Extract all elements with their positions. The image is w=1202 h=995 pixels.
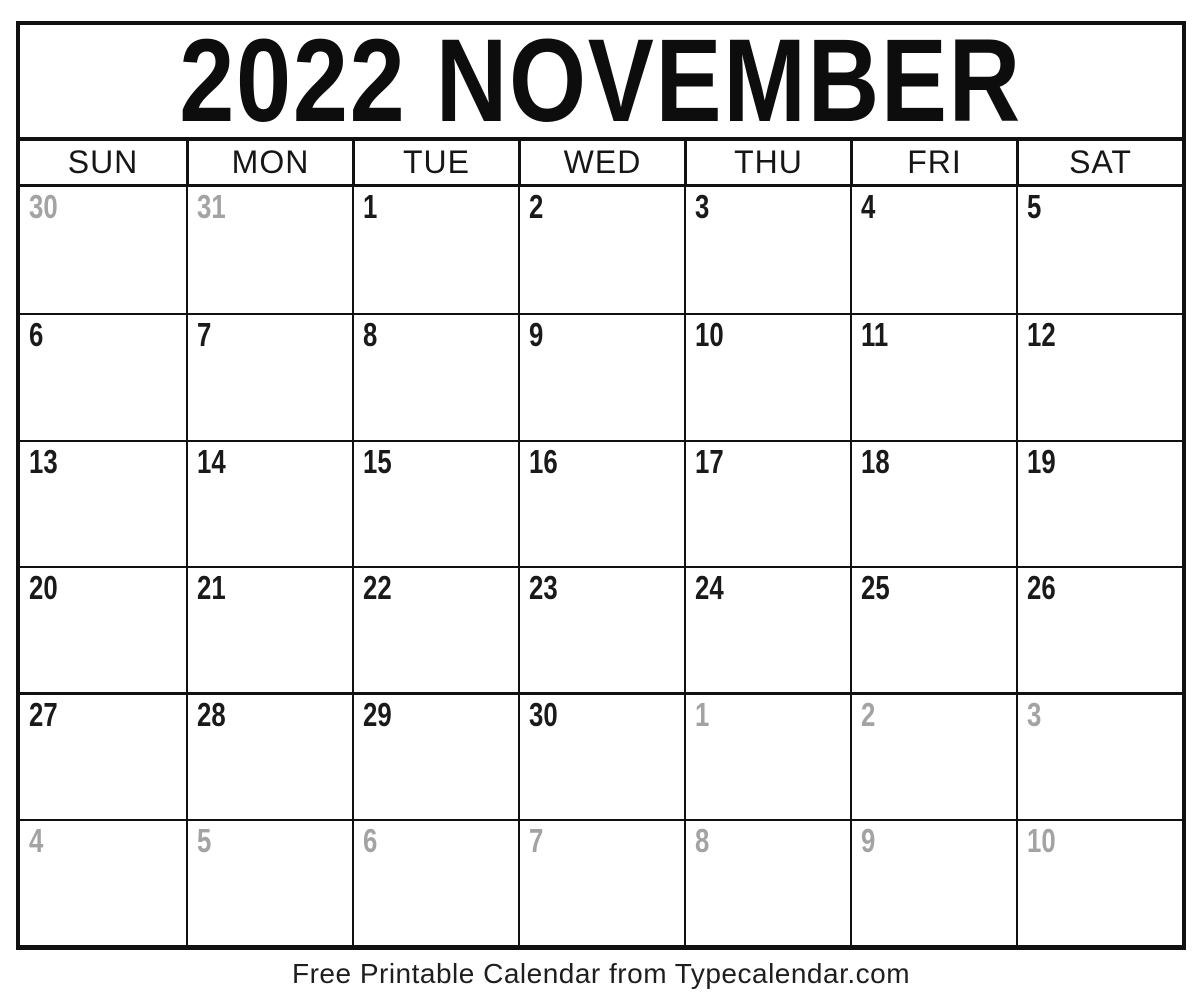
day-number: 14 [197, 442, 226, 480]
day-number: 4 [861, 188, 876, 225]
day-number: 30 [29, 188, 58, 225]
day-cell [850, 566, 1016, 692]
day-cell [518, 692, 684, 818]
day-number: 7 [529, 821, 544, 859]
day-number: 23 [529, 569, 558, 606]
day-number: 10 [1027, 821, 1056, 859]
weekday-mon: MON [186, 141, 352, 184]
day-number: 2 [861, 696, 876, 734]
day-number: 30 [529, 696, 558, 734]
day-cell [352, 440, 518, 566]
day-cell [684, 187, 850, 313]
day-cell [186, 819, 352, 945]
weekday-sun: SUN [67, 144, 139, 180]
day-number: 17 [695, 442, 724, 480]
day-cell [518, 313, 684, 439]
day-cell [1016, 566, 1182, 692]
day-number: 1 [363, 188, 378, 225]
day-cell [684, 692, 850, 818]
day-cell [1016, 440, 1182, 566]
day-number: 6 [363, 821, 378, 859]
day-number: 8 [695, 821, 710, 859]
day-number: 4 [29, 821, 44, 859]
day-cell [186, 187, 352, 313]
weekday-header-row [20, 141, 1182, 187]
weekday-tue: TUE [352, 141, 518, 184]
calendar [16, 21, 1186, 950]
day-number: 7 [197, 316, 212, 354]
day-cell [518, 187, 684, 313]
day-cell [684, 566, 850, 692]
day-cell [352, 692, 518, 818]
day-number: 10 [695, 316, 724, 354]
weekday-fri: FRI [850, 141, 1016, 184]
day-number: 9 [529, 316, 544, 354]
day-number: 22 [363, 569, 392, 606]
day-number: 3 [695, 188, 710, 225]
day-cell [684, 819, 850, 945]
day-cell [20, 187, 186, 313]
day-number: 1 [695, 696, 710, 734]
day-number: 31 [197, 188, 226, 225]
day-number: 12 [1027, 316, 1056, 354]
day-number: 27 [29, 696, 58, 734]
weekday-wed: WED [518, 141, 684, 184]
day-cell [352, 187, 518, 313]
weekday-thu: THU [684, 141, 850, 184]
day-number: 20 [29, 569, 58, 606]
day-cell [1016, 819, 1182, 945]
day-cell [352, 819, 518, 945]
day-cell [850, 819, 1016, 945]
day-number: 26 [1027, 569, 1056, 606]
day-cell [20, 819, 186, 945]
day-number: 21 [197, 569, 226, 606]
day-cell [186, 566, 352, 692]
day-cell [186, 313, 352, 439]
day-cell [186, 692, 352, 818]
calendar-title-box [20, 25, 1182, 141]
day-cell [352, 566, 518, 692]
day-cell [20, 566, 186, 692]
day-cell [518, 819, 684, 945]
day-number: 18 [861, 442, 890, 480]
calendar-title: 2022 NOVEMBER [179, 25, 1023, 141]
day-number: 28 [197, 696, 226, 734]
day-number: 5 [1027, 188, 1042, 225]
day-cell [20, 440, 186, 566]
day-cell [352, 313, 518, 439]
day-cell [1016, 313, 1182, 439]
day-cell [684, 313, 850, 439]
day-number: 5 [197, 821, 212, 859]
day-cell [20, 313, 186, 439]
day-number: 24 [695, 569, 724, 606]
day-number: 19 [1027, 442, 1056, 480]
day-number: 11 [861, 316, 889, 354]
day-number: 2 [529, 188, 544, 225]
day-cell [1016, 187, 1182, 313]
day-cell [1016, 692, 1182, 818]
day-number: 3 [1027, 696, 1042, 734]
day-cell [518, 440, 684, 566]
day-number: 6 [29, 316, 44, 354]
day-number: 8 [363, 316, 378, 354]
day-cell [186, 440, 352, 566]
day-number: 9 [861, 821, 876, 859]
footer-credit: Free Printable Calendar from Typecalendar.com [291, 958, 911, 989]
day-number: 13 [29, 442, 58, 480]
day-number: 15 [363, 442, 392, 480]
day-grid [20, 187, 1182, 945]
day-cell [684, 440, 850, 566]
day-cell [850, 440, 1016, 566]
weekday-sat: SAT [1016, 141, 1182, 184]
day-cell [850, 313, 1016, 439]
day-number: 16 [529, 442, 558, 480]
day-cell [518, 566, 684, 692]
day-cell [850, 692, 1016, 818]
day-cell [850, 187, 1016, 313]
day-number: 29 [363, 696, 392, 734]
day-cell [20, 692, 186, 818]
day-number: 25 [861, 569, 890, 606]
